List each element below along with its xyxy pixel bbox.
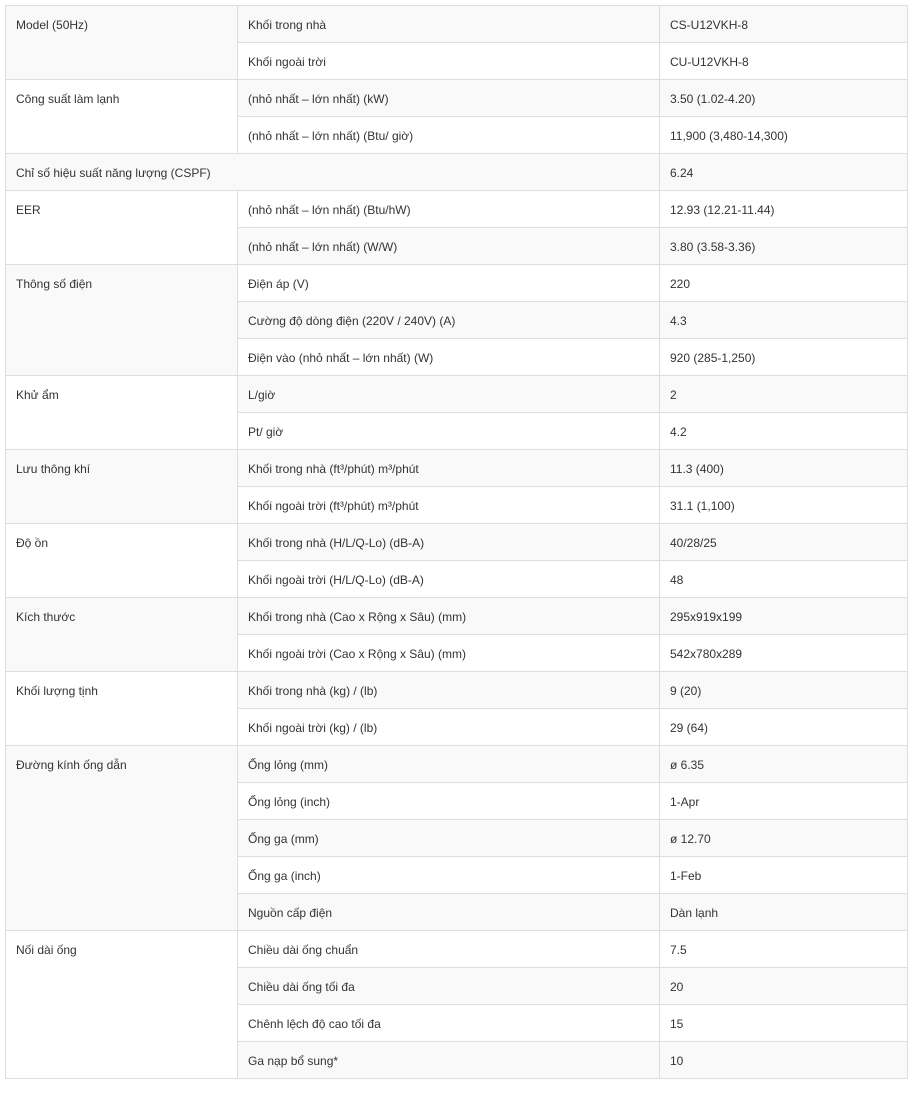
spec-sub-label-text: Ống lỏng (inch) xyxy=(248,795,331,809)
spec-group-label xyxy=(6,376,238,450)
spec-value-text: ø 6.35 xyxy=(670,758,705,772)
spec-value-text: 3.50 (1.02-4.20) xyxy=(670,92,756,106)
spec-value-text: 1-Apr xyxy=(670,795,700,809)
spec-sub-label xyxy=(238,783,660,820)
spec-table-body xyxy=(6,6,908,1079)
spec-sub-label xyxy=(238,598,660,635)
spec-value-text: ø 12.70 xyxy=(670,832,711,846)
spec-sub-label xyxy=(238,80,660,117)
spec-value xyxy=(660,820,908,857)
spec-group-label xyxy=(6,191,238,265)
spec-sub-label-text: Khối ngoài trời (Cao x Rộng x Sâu) (mm) xyxy=(248,647,466,661)
spec-group-label-text: Chỉ số hiệu suất năng lượng (CSPF) xyxy=(16,166,211,180)
spec-sub-label xyxy=(238,339,660,376)
spec-value-text: 11,900 (3,480-14,300) xyxy=(670,129,788,143)
spec-value-text: 4.3 xyxy=(670,314,687,328)
spec-sub-label-text: Khối ngoài trời (H/L/Q-Lo) (dB-A) xyxy=(248,573,424,587)
spec-value xyxy=(660,117,908,154)
spec-sub-label xyxy=(238,1042,660,1079)
spec-group-label xyxy=(6,265,238,376)
spec-value xyxy=(660,968,908,1005)
spec-sub-label xyxy=(238,635,660,672)
table-row xyxy=(6,524,908,561)
spec-value xyxy=(660,672,908,709)
spec-value-text: 2 xyxy=(670,388,677,402)
spec-group-label-text: Thông số điện xyxy=(16,277,93,291)
spec-sub-label-text: Điện vào (nhỏ nhất – lớn nhất) (W) xyxy=(248,351,434,365)
spec-value-text: 15 xyxy=(670,1017,684,1031)
spec-group-label xyxy=(6,672,238,746)
spec-value xyxy=(660,857,908,894)
spec-sub-label-text: Khối trong nhà xyxy=(248,18,327,32)
spec-value xyxy=(660,450,908,487)
spec-table xyxy=(5,5,908,1079)
spec-sub-label xyxy=(238,450,660,487)
spec-value-text: 920 (285-1,250) xyxy=(670,351,756,365)
spec-sub-label-text: Pt/ giờ xyxy=(248,425,284,439)
spec-value-text: 9 (20) xyxy=(670,684,702,698)
spec-value xyxy=(660,339,908,376)
spec-sub-label-text: (nhỏ nhất – lớn nhất) (Btu/hW) xyxy=(248,203,411,217)
spec-sub-label xyxy=(238,117,660,154)
spec-value xyxy=(660,191,908,228)
spec-value xyxy=(660,302,908,339)
spec-sub-label-text: Khối ngoài trời xyxy=(248,55,326,69)
spec-sub-label xyxy=(238,968,660,1005)
spec-value-text: 11.3 (400) xyxy=(670,462,724,476)
table-row xyxy=(6,6,908,43)
spec-value-text: 20 xyxy=(670,980,684,994)
spec-value xyxy=(660,931,908,968)
spec-value xyxy=(660,783,908,820)
spec-value xyxy=(660,154,908,191)
spec-group-label xyxy=(6,154,660,191)
spec-sub-label xyxy=(238,43,660,80)
spec-sub-label-text: Ống lỏng (mm) xyxy=(248,758,329,772)
spec-sub-label xyxy=(238,709,660,746)
spec-sub-label-text: (nhỏ nhất – lớn nhất) (Btu/ giờ) xyxy=(248,129,414,143)
spec-sub-label xyxy=(238,265,660,302)
spec-sub-label-text: Chênh lệch độ cao tối đa xyxy=(248,1017,381,1031)
spec-sub-label-text: Nguồn cấp điện xyxy=(248,906,333,920)
spec-sub-label-text: Khối ngoài trời (ft³/phút) m³/phút xyxy=(248,499,419,513)
spec-sub-label-text: (nhỏ nhất – lớn nhất) (W/W) xyxy=(248,240,398,254)
spec-group-label xyxy=(6,598,238,672)
spec-group-label-text: Độ ồn xyxy=(16,536,49,550)
spec-value xyxy=(660,746,908,783)
spec-group-label xyxy=(6,80,238,154)
spec-sub-label xyxy=(238,820,660,857)
spec-sub-label-text: Ống ga (inch) xyxy=(248,869,321,883)
spec-value-text: 12.93 (12.21-11.44) xyxy=(670,203,775,217)
spec-sub-label-text: Khối trong nhà (kg) / (lb) xyxy=(248,684,378,698)
spec-group-label-text: Lưu thông khí xyxy=(16,462,91,476)
spec-sub-label xyxy=(238,487,660,524)
spec-sub-label-text: Khối trong nhà (H/L/Q-Lo) (dB-A) xyxy=(248,536,425,550)
spec-value xyxy=(660,228,908,265)
spec-value xyxy=(660,487,908,524)
spec-value xyxy=(660,1005,908,1042)
spec-sub-label-text: (nhỏ nhất – lớn nhất) (kW) xyxy=(248,92,389,106)
table-row xyxy=(6,450,908,487)
spec-value xyxy=(660,376,908,413)
spec-sub-label xyxy=(238,746,660,783)
spec-group-label-text: Khử ẩm xyxy=(16,388,59,402)
spec-value xyxy=(660,524,908,561)
spec-group-label xyxy=(6,524,238,598)
spec-value-text: 40/28/25 xyxy=(670,536,717,550)
spec-value xyxy=(660,561,908,598)
spec-sub-label xyxy=(238,561,660,598)
spec-value xyxy=(660,6,908,43)
spec-value xyxy=(660,894,908,931)
table-row xyxy=(6,931,908,968)
spec-sub-label-text: Cường độ dòng điện (220V / 240V) (A) xyxy=(248,314,456,328)
spec-sub-label xyxy=(238,894,660,931)
spec-value-text: 4.2 xyxy=(670,425,687,439)
spec-sub-label xyxy=(238,302,660,339)
spec-group-label-text: EER xyxy=(16,203,41,217)
spec-value-text: CU-U12VKH-8 xyxy=(670,55,749,69)
spec-group-label xyxy=(6,6,238,80)
spec-sub-label-text: L/giờ xyxy=(248,388,276,402)
table-row xyxy=(6,672,908,709)
spec-group-label xyxy=(6,746,238,931)
table-row xyxy=(6,265,908,302)
table-row xyxy=(6,598,908,635)
spec-sub-label xyxy=(238,524,660,561)
spec-group-label xyxy=(6,450,238,524)
spec-value xyxy=(660,265,908,302)
spec-group-label-text: Nối dài ống xyxy=(16,943,77,957)
spec-sub-label-text: Khối trong nhà (Cao x Rộng x Sâu) (mm) xyxy=(248,610,467,624)
spec-value-text: 29 (64) xyxy=(670,721,709,735)
spec-value-text: 3.80 (3.58-3.36) xyxy=(670,240,756,254)
spec-value-text: 220 xyxy=(670,277,691,291)
spec-sub-label xyxy=(238,672,660,709)
spec-value-text: Dàn lạnh xyxy=(670,906,719,920)
spec-sub-label-text: Khối ngoài trời (kg) / (lb) xyxy=(248,721,378,735)
spec-sub-label xyxy=(238,413,660,450)
spec-group-label-text: Khối lượng tịnh xyxy=(16,684,98,698)
spec-sub-label-text: Khối trong nhà (ft³/phút) m³/phút xyxy=(248,462,419,476)
spec-value-text: 31.1 (1,100) xyxy=(670,499,735,513)
spec-sub-label-text: Chiều dài ống chuẩn xyxy=(248,943,359,957)
spec-group-label xyxy=(6,931,238,1079)
spec-group-label-text: Kích thước xyxy=(16,610,76,624)
spec-value xyxy=(660,709,908,746)
table-row xyxy=(6,376,908,413)
table-row xyxy=(6,746,908,783)
table-row xyxy=(6,191,908,228)
spec-value-text: 295x919x199 xyxy=(670,610,743,624)
spec-group-label-text: Model (50Hz) xyxy=(16,18,89,32)
spec-sub-label xyxy=(238,931,660,968)
spec-sub-label xyxy=(238,376,660,413)
spec-value-text: 6.24 xyxy=(670,166,694,180)
spec-value xyxy=(660,635,908,672)
spec-value xyxy=(660,413,908,450)
spec-sub-label-text: Ống ga (mm) xyxy=(248,832,319,846)
table-row xyxy=(6,80,908,117)
spec-value xyxy=(660,1042,908,1079)
spec-value-text: 10 xyxy=(670,1054,684,1068)
spec-group-label-text: Đường kính ống dẫn xyxy=(16,758,127,772)
spec-sub-label-text: Ga nạp bổ sung* xyxy=(248,1054,339,1068)
spec-sub-label-text: Chiều dài ống tối đa xyxy=(248,980,355,994)
spec-value xyxy=(660,43,908,80)
spec-value-text: 7.5 xyxy=(670,943,687,957)
spec-sub-label xyxy=(238,857,660,894)
spec-sub-label xyxy=(238,6,660,43)
spec-group-label-text: Công suất làm lạnh xyxy=(16,92,120,106)
spec-sub-label-text: Điện áp (V) xyxy=(248,277,309,291)
spec-value-text: 542x780x289 xyxy=(670,647,743,661)
spec-value xyxy=(660,80,908,117)
table-row xyxy=(6,154,908,191)
spec-sub-label xyxy=(238,228,660,265)
spec-value xyxy=(660,598,908,635)
spec-sub-label xyxy=(238,191,660,228)
spec-sub-label xyxy=(238,1005,660,1042)
spec-value-text: 48 xyxy=(670,573,684,587)
spec-value-text: CS-U12VKH-8 xyxy=(670,18,749,32)
spec-value-text: 1-Feb xyxy=(670,869,702,883)
